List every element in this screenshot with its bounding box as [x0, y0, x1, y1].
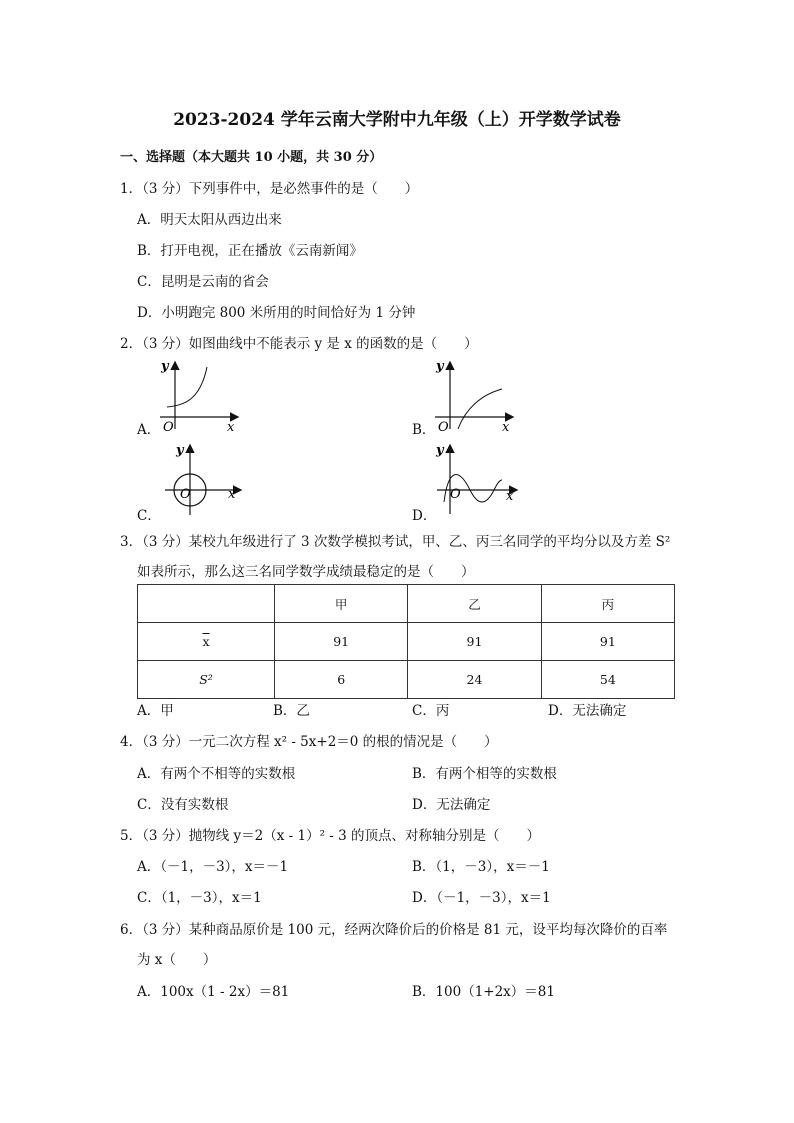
question-3-option-c: C．丙 [412, 703, 450, 719]
graph-b-origin-label: O [438, 420, 449, 435]
table-cell: 91 [275, 623, 408, 661]
question-5-option-c: C．（1，－3），x＝1 [137, 890, 262, 906]
question-3-option-d: D．无法确定 [548, 703, 627, 719]
question-1-option-d: D．小明跑完 800 米所用的时间恰好为 1 分钟 [137, 305, 416, 321]
table-cell: 6 [275, 661, 408, 699]
page-title: 2023-2024 学年云南大学附中九年级（上）开学数学试卷 [173, 110, 621, 130]
table-row-label-mean: $\overline{x}$ [138, 623, 275, 661]
table-cell: 91 [408, 623, 541, 661]
question-4-option-c: C．没有实数根 [137, 797, 229, 813]
question-4-option-a: A．有两个不相等的实数根 [137, 766, 296, 782]
graph-b-x-label: x [502, 420, 510, 435]
question-2-option-c-label: C． [137, 508, 161, 524]
table-header-cell: 丙 [541, 585, 674, 623]
question-6-option-a: A．100x（1 - 2x）＝81 [137, 984, 290, 1000]
graph-a-origin-label: O [163, 420, 174, 435]
question-2-stem: 2．（3 分）如图曲线中不能表示 y 是 x 的函数的是（ ） [120, 336, 478, 352]
question-2-option-a-label: A． [137, 422, 161, 438]
question-5-option-d: D．（－1，－3），x＝1 [412, 890, 551, 906]
table-cell: 91 [541, 623, 674, 661]
table-row [138, 585, 675, 623]
question-3-stats-table [137, 584, 675, 699]
question-3-option-a: A．甲 [137, 703, 174, 719]
table-cell: 24 [408, 661, 541, 699]
question-6-stem-line1: 6．（3 分）某种商品原价是 100 元，经两次降价后的价格是 81 元，设平均每次降价的百率 [120, 922, 668, 938]
question-1-stem: 1．（3 分）下列事件中，是必然事件的是（ ） [120, 181, 419, 197]
graph-a-y-label: y [161, 359, 169, 374]
question-6-option-b: B．100（1+2x）＝81 [412, 984, 555, 1000]
graph-d-origin-label: O [450, 487, 461, 502]
question-2-option-d-label: D． [412, 508, 437, 524]
question-1-option-b: B．打开电视，正在播放《云南新闻》 [137, 243, 363, 259]
question-6-stem-line2: 为 x（ ） [137, 952, 217, 968]
graph-b-y-label: y [436, 359, 444, 374]
table-header-cell [138, 585, 275, 623]
graph-d-y-label: y [436, 443, 444, 458]
question-1-option-c: C．昆明是云南的省会 [137, 274, 269, 290]
question-4-stem: 4．（3 分）一元二次方程 x² - 5x+2＝0 的根的情况是（ ） [120, 734, 498, 750]
table-row [138, 661, 675, 699]
graph-c-y-label: y [176, 443, 184, 458]
graph-c-origin-label: O [180, 487, 191, 502]
question-4-option-b: B．有两个相等的实数根 [412, 766, 557, 782]
graph-c-circle [160, 440, 250, 520]
question-4-option-d: D．无法确定 [412, 797, 491, 813]
question-5-option-b: B．（1，－3），x＝－1 [412, 859, 550, 875]
question-3-option-b: B．乙 [273, 703, 310, 719]
question-5-option-a: A．（－1，－3），x＝－1 [137, 859, 289, 875]
graph-a-exponential-curve [155, 355, 245, 435]
graph-d-sine-curve [432, 440, 527, 520]
question-3-stem-line2: 如表所示，那么这三名同学数学成绩最稳定的是（ ） [137, 564, 475, 580]
question-3-stem-line1: 3．（3 分）某校九年级进行了 3 次数学模拟考试，甲、乙、丙三名同学的平均分以及方差 S² [120, 534, 671, 550]
question-5-stem: 5．（3 分）抛物线 y＝2（x - 1）² - 3 的顶点、对称轴分别是（ ） [120, 828, 541, 844]
question-2-option-b-label: B． [412, 422, 436, 438]
table-row-label-variance: S² [138, 661, 275, 699]
table-header-cell: 甲 [275, 585, 408, 623]
graph-b-log-curve [430, 355, 520, 435]
graph-d-x-label: x [506, 489, 514, 504]
section-heading: 一、选择题（本大题共 10 小题，共 30 分） [120, 150, 383, 165]
table-cell: 54 [541, 661, 674, 699]
graph-a-x-label: x [227, 420, 235, 435]
graph-c-x-label: x [228, 487, 236, 502]
question-1-option-a: A．明天太阳从西边出来 [137, 212, 282, 228]
table-header-cell: 乙 [408, 585, 541, 623]
table-row [138, 623, 675, 661]
